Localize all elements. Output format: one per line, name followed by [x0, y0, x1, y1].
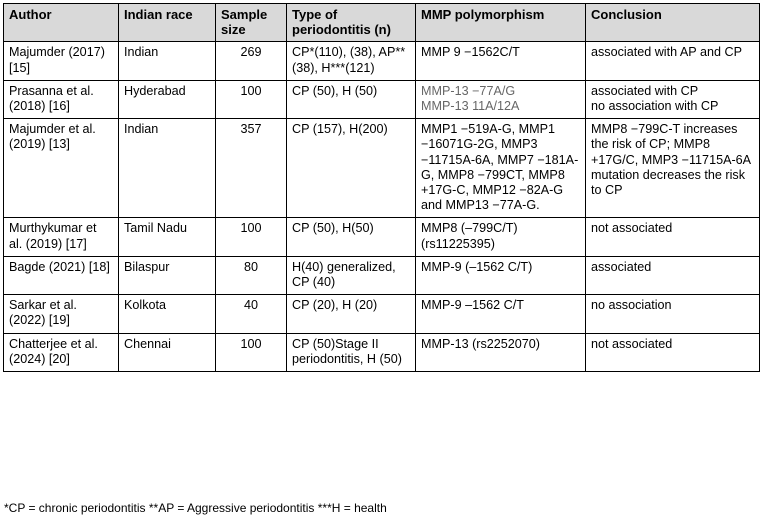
- author-cell: Chatterjee et al.(2024) [20]: [4, 333, 119, 371]
- mmp-polymorphism-line: MMP-13 11A/12A: [421, 99, 520, 114]
- conclusion-cell: associated with AP and CP: [586, 42, 760, 80]
- mmp-polymorphism-cell: MMP-9 –1562 C/T: [416, 295, 586, 333]
- author-cell: Majumder et al. (2019) [13]: [4, 119, 119, 218]
- sample-size-cell: 40: [216, 295, 287, 333]
- conclusion-cell: MMP8 −799C-T increases the risk of CP; MMP8 +17G/C, MMP3 −11715A-6A mutation decreases the risk to CP: [586, 119, 760, 218]
- periodontitis-type-cell: CP (50)Stage II periodontitis, H (50): [287, 333, 416, 371]
- table-row: [4, 295, 760, 333]
- race-cell: Tamil Nadu: [119, 218, 216, 256]
- header-indian-race: Indian race: [119, 4, 216, 42]
- periodontitis-type-cell: CP*(110), (38), AP**(38), H***(121): [287, 42, 416, 80]
- race-cell: Chennai: [119, 333, 216, 371]
- mmp-polymorphism-cell: MMP-9 (–1562 C/T): [416, 256, 586, 294]
- table-row: [4, 218, 760, 256]
- conclusion-line: no association with CP: [591, 99, 719, 114]
- periodontitis-type-cell: CP (50), H (50): [287, 80, 416, 118]
- mmp-polymorphism-cell: MMP8 (–799C/T) (rs11225395): [416, 218, 586, 256]
- header-periodontitis-type: Type of periodontitis (n): [287, 4, 416, 42]
- header-conclusion: Conclusion: [586, 4, 760, 42]
- mmp-polymorphism-cell: MMP1 −519A-G, MMP1 −16071G-2G, MMP3 −11715A-6A, MMP7 −181A-G, MMP8 −799CT, MMP8 +17G-C, MMP12 −82A-G and MMP13 −77A-G.: [416, 119, 586, 218]
- author-cell: Murthykumar et al. (2019) [17]: [4, 218, 119, 256]
- conclusion-cell: associated: [586, 256, 760, 294]
- table-row: [4, 42, 760, 80]
- mmp-polymorphism-line: MMP-13 −77A/G: [421, 83, 516, 98]
- periodontitis-type-cell: H(40) generalized, CP (40): [287, 256, 416, 294]
- author-cell: Sarkar et al. (2022) [19]: [4, 295, 119, 333]
- table-row: [4, 119, 760, 218]
- table-footnote: *CP = chronic periodontitis **AP = Aggressive periodontitis ***H = health: [4, 501, 387, 515]
- race-cell: Indian: [119, 119, 216, 218]
- header-mmp-polymorphism: MMP polymorphism: [416, 4, 586, 42]
- author-cell: Prasanna et al. (2018) [16]: [4, 80, 119, 118]
- race-cell: Bilaspur: [119, 256, 216, 294]
- author-cell: Bagde (2021) [18]: [4, 256, 119, 294]
- periodontitis-type-cell: CP (20), H (20): [287, 295, 416, 333]
- sample-size-cell: 357: [216, 119, 287, 218]
- race-cell: Kolkota: [119, 295, 216, 333]
- header-row: [4, 4, 760, 42]
- author-cell: Majumder (2017) [15]: [4, 42, 119, 80]
- periodontitis-type-cell: CP (157), H(200): [287, 119, 416, 218]
- sample-size-cell: 100: [216, 333, 287, 371]
- header-sample-size: Sample size: [216, 4, 287, 42]
- periodontitis-type-cell: CP (50), H(50): [287, 218, 416, 256]
- table-row: [4, 256, 760, 294]
- conclusion-line: associated with CP: [591, 83, 699, 98]
- mmp-polymorphism-cell: MMP 9 −1562C/T: [416, 42, 586, 80]
- table-row: [4, 333, 760, 371]
- conclusion-cell: no association: [586, 295, 760, 333]
- race-cell: Hyderabad: [119, 80, 216, 118]
- sample-size-cell: 100: [216, 80, 287, 118]
- sample-size-cell: 269: [216, 42, 287, 80]
- conclusion-cell: not associated: [586, 333, 760, 371]
- header-author: Author: [4, 4, 119, 42]
- sample-size-cell: 100: [216, 218, 287, 256]
- sample-size-cell: 80: [216, 256, 287, 294]
- table-row: [4, 80, 760, 118]
- mmp-polymorphism-cell: MMP-13 (rs2252070): [416, 333, 586, 371]
- mmp-studies-table: [3, 3, 760, 372]
- race-cell: Indian: [119, 42, 216, 80]
- mmp-polymorphism-cell: [416, 80, 586, 118]
- conclusion-cell: not associated: [586, 218, 760, 256]
- conclusion-cell: [586, 80, 760, 118]
